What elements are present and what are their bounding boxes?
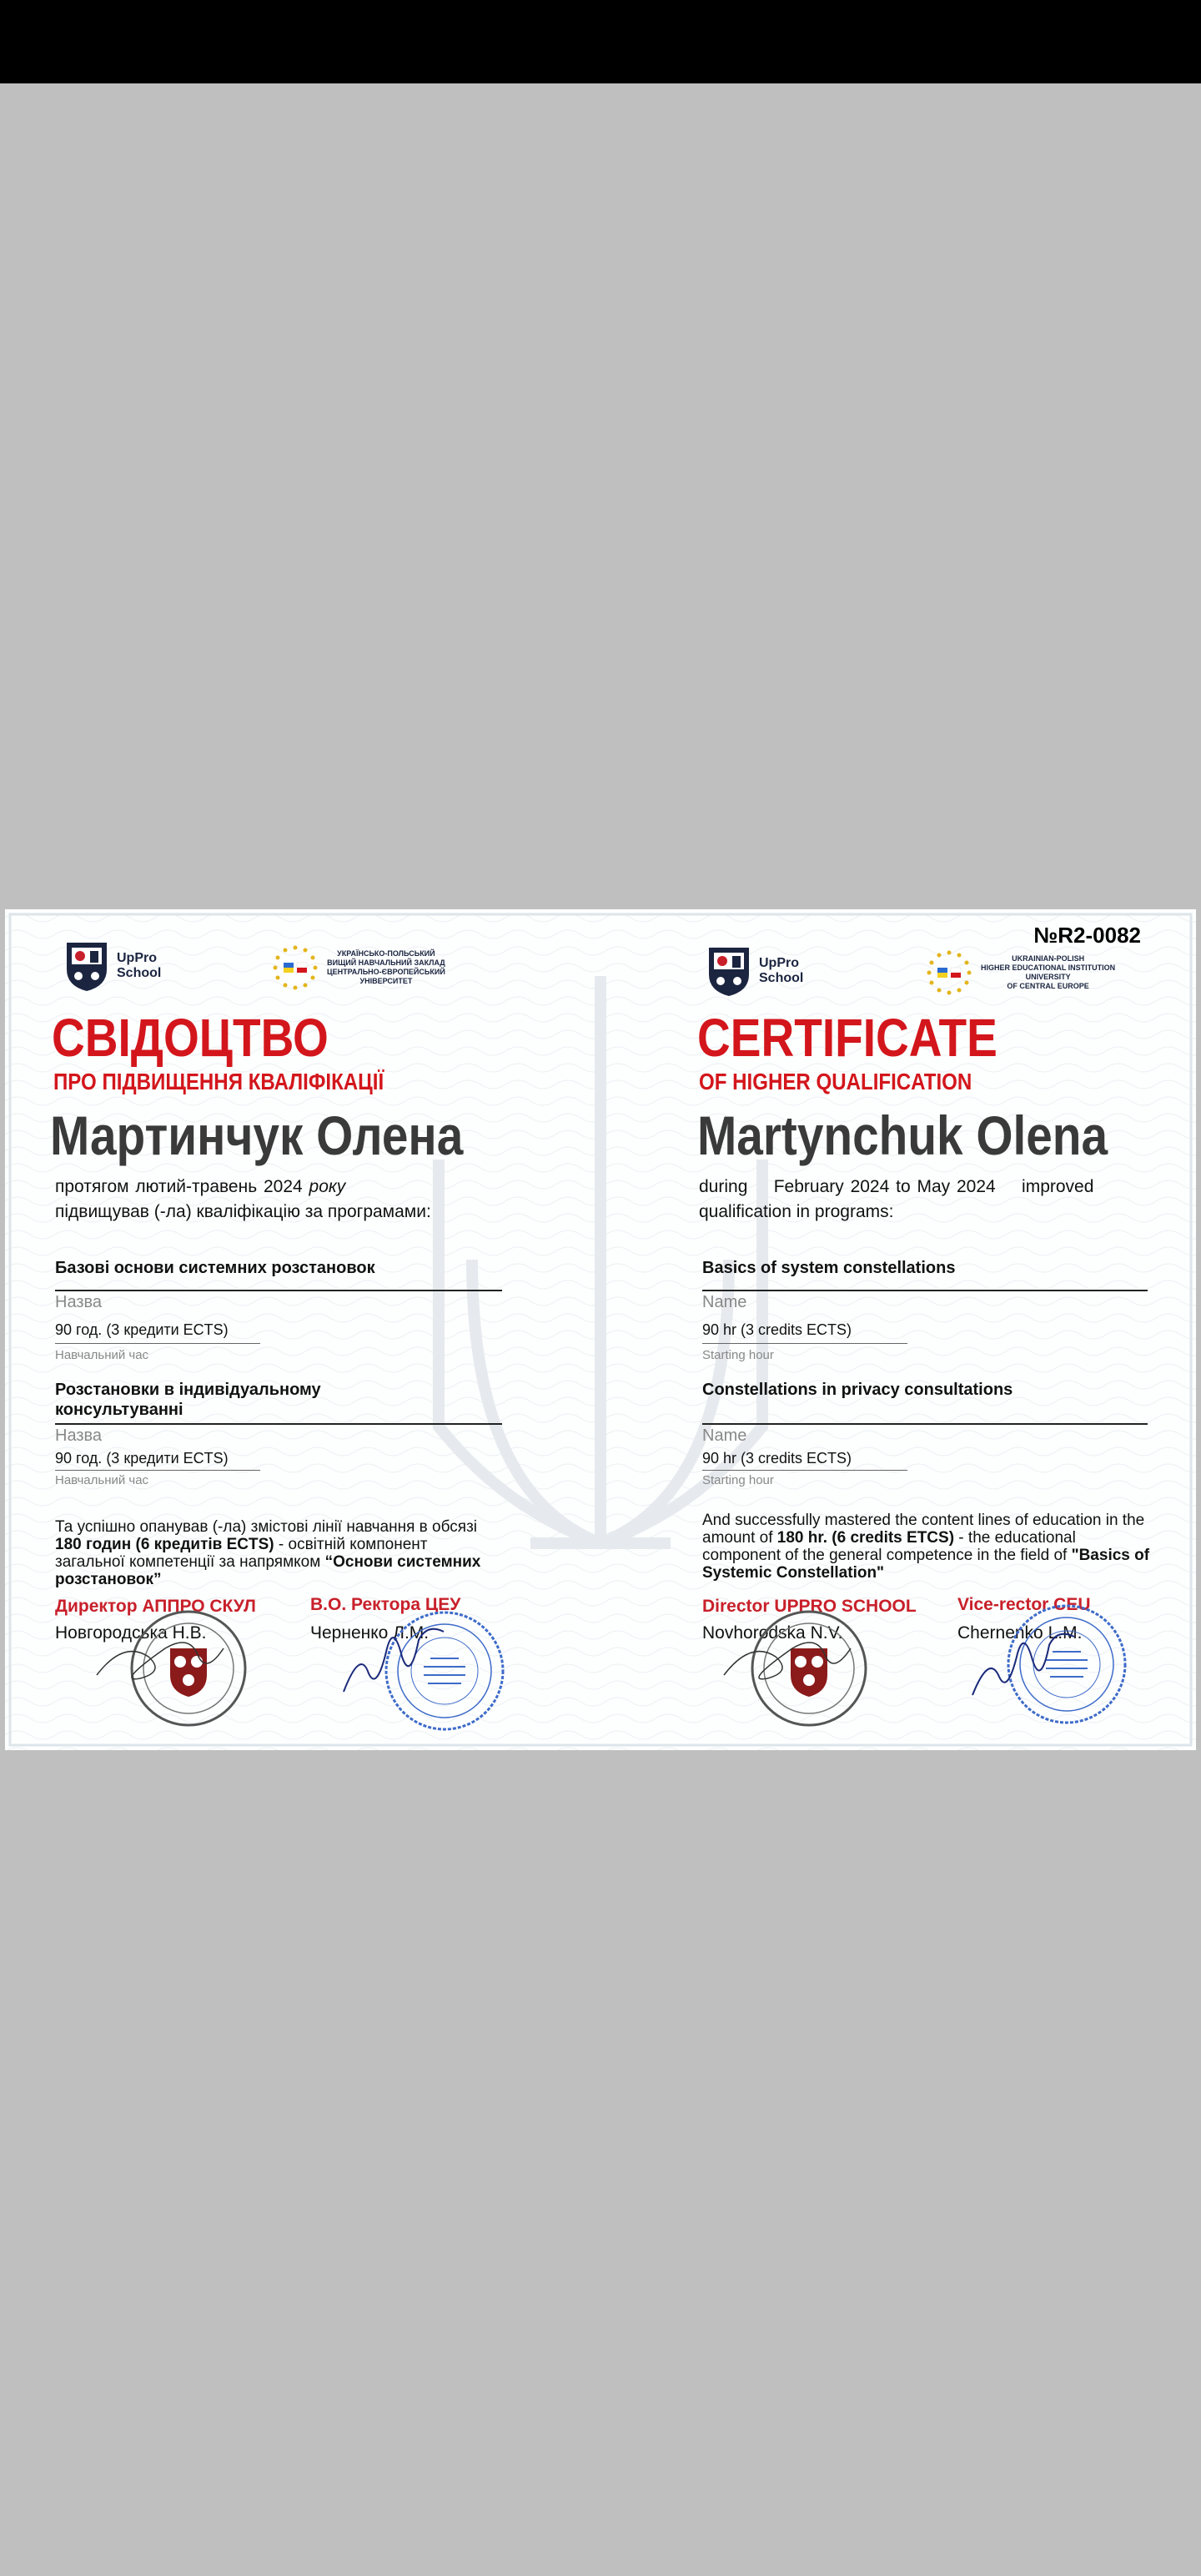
program-2-hours-rule [702, 1470, 907, 1471]
uppro-logo [63, 939, 161, 993]
program-2-hours-label: Навчальний час [55, 1473, 149, 1487]
program-2-hours-label: Starting hour [702, 1473, 774, 1487]
university-name: УКРАЇНСЬКО-ПОЛЬСЬКИЙ ВИЩИЙ НАВЧАЛЬНИЙ ЗАКЛАД ЦЕНТРАЛЬНО-ЄВРОПЕЙСЬКИЙ УНІВЕРСИТЕТ [327, 949, 445, 985]
program-1-hours-rule [55, 1343, 260, 1344]
program-1-name-label: Назва [55, 1293, 103, 1311]
summary-part-1: Та успішно опанував (-ла) змістові лінії навчання в обсязі [55, 1518, 477, 1536]
program-2-name-label: Назва [55, 1426, 103, 1445]
program-1-title: Базові основи системних розстановок [55, 1259, 375, 1277]
program-2-rule [55, 1423, 502, 1425]
certificate-title: СВІДОЦТВО [52, 1008, 329, 1068]
certificate-title: CERTIFICATE [697, 1008, 997, 1068]
program-2-rule [702, 1423, 1148, 1425]
summary-field: “Основи системних розстановок” [55, 1553, 481, 1588]
certificate-subtitle: OF HIGHER QUALIFICATION [699, 1069, 972, 1094]
signature-icon [335, 1615, 452, 1698]
signature-icon [717, 1623, 859, 1690]
signer-2-role: Vice-rector CEU [957, 1595, 1091, 1614]
summary-part-1: And successfully mastered the content lines of education in the amount of [702, 1512, 1145, 1547]
certificate-subtitle: ПРО ПІДВИЩЕННЯ КВАЛІФІКАЦІЇ [53, 1069, 384, 1094]
signer-1-role: Директор АППРО СКУЛ [55, 1597, 256, 1616]
shield-logo-icon [706, 944, 752, 998]
logo-text-line1: UpPro [759, 956, 799, 970]
period-text [55, 1175, 345, 1200]
period-main: протягом лютий-травень 2024 [55, 1177, 303, 1196]
summary-text [55, 1518, 489, 1588]
summary-part-2: - освітній компонент загальної компетенції за напрямком [55, 1536, 428, 1571]
summary-bold: 180 hr. (6 credits ETCS) [776, 1529, 955, 1547]
program-1-rule [55, 1290, 502, 1291]
certificate-sheet [5, 909, 1196, 1750]
logo-text-line2: School [117, 966, 162, 980]
eu-stars-icon [270, 943, 320, 993]
logo-text-line1: UpPro [117, 951, 157, 965]
eu-stars-icon [924, 948, 974, 998]
signer-1-role: Director UPPRO SCHOOL [702, 1597, 917, 1616]
program-1-hours-rule [702, 1343, 907, 1344]
university-logo [270, 943, 445, 993]
program-1-hours-label: Навчальний час [55, 1348, 149, 1362]
shield-logo-icon [63, 939, 110, 993]
top-bar [0, 0, 1201, 83]
signature-icon [90, 1623, 232, 1690]
ukrainian-side [5, 909, 600, 1750]
signer-2-name: Черненко Л.М. [310, 1623, 430, 1643]
university-name: UKRAINIAN-POLISH HIGHER EDUCATIONAL INSTITUTION UNIVERSITY OF CENTRAL EUROPE [981, 954, 1116, 990]
signer-1-name: Novhorodska N.V. [702, 1623, 843, 1643]
english-side [600, 909, 1196, 1750]
logo-text-line2: School [759, 971, 804, 985]
program-1-hours-label: Starting hour [702, 1348, 774, 1362]
program-2-hours: 90 hr (3 credits ECTS) [702, 1450, 852, 1467]
uppro-logo [706, 944, 803, 998]
program-2-hours-rule [55, 1470, 260, 1471]
university-logo [924, 948, 1115, 998]
signer-2-role: В.О. Ректора ЦЕУ [310, 1595, 461, 1614]
summary-part-2: - the educational component of the general competence in the field of [702, 1529, 1076, 1564]
program-2-title: Розстановки в індивідуальному консультуванні [55, 1381, 321, 1419]
program-1-hours: 90 hr (3 credits ECTS) [702, 1321, 852, 1338]
period-text: during February 2024 to May 2024 improved [699, 1177, 1094, 1196]
summary-field: "Basics of Systemic Constellation" [702, 1547, 1150, 1582]
program-1-title: Basics of system constellations [702, 1259, 956, 1277]
program-1-name-label: Name [702, 1293, 747, 1311]
program-1-hours: 90 год. (3 кредити ECTS) [55, 1321, 229, 1338]
qualification-text: підвищував (-ла) кваліфікацію за програмами: [55, 1202, 431, 1221]
certificate-number: №R2-0082 [1033, 923, 1141, 948]
recipient-name: Мартинчук Олена [50, 1104, 464, 1166]
signature-icon [964, 1620, 1081, 1703]
signer-1-name: Новгородська Н.В. [55, 1623, 207, 1643]
program-1-rule [702, 1290, 1148, 1291]
signer-2-name: Chernenko L.M. [957, 1623, 1083, 1643]
summary-text [702, 1512, 1156, 1582]
period-suffix: року [309, 1177, 346, 1196]
program-2-hours: 90 год. (3 кредити ECTS) [55, 1450, 229, 1467]
summary-bold: 180 годин (6 кредитів ECTS) [55, 1536, 274, 1553]
program-2-name-label: Name [702, 1426, 747, 1445]
recipient-name: Martynchuk Olena [697, 1104, 1108, 1166]
program-2-title: Constellations in privacy consultations [702, 1381, 1013, 1399]
qualification-text: qualification in programs: [699, 1202, 894, 1221]
